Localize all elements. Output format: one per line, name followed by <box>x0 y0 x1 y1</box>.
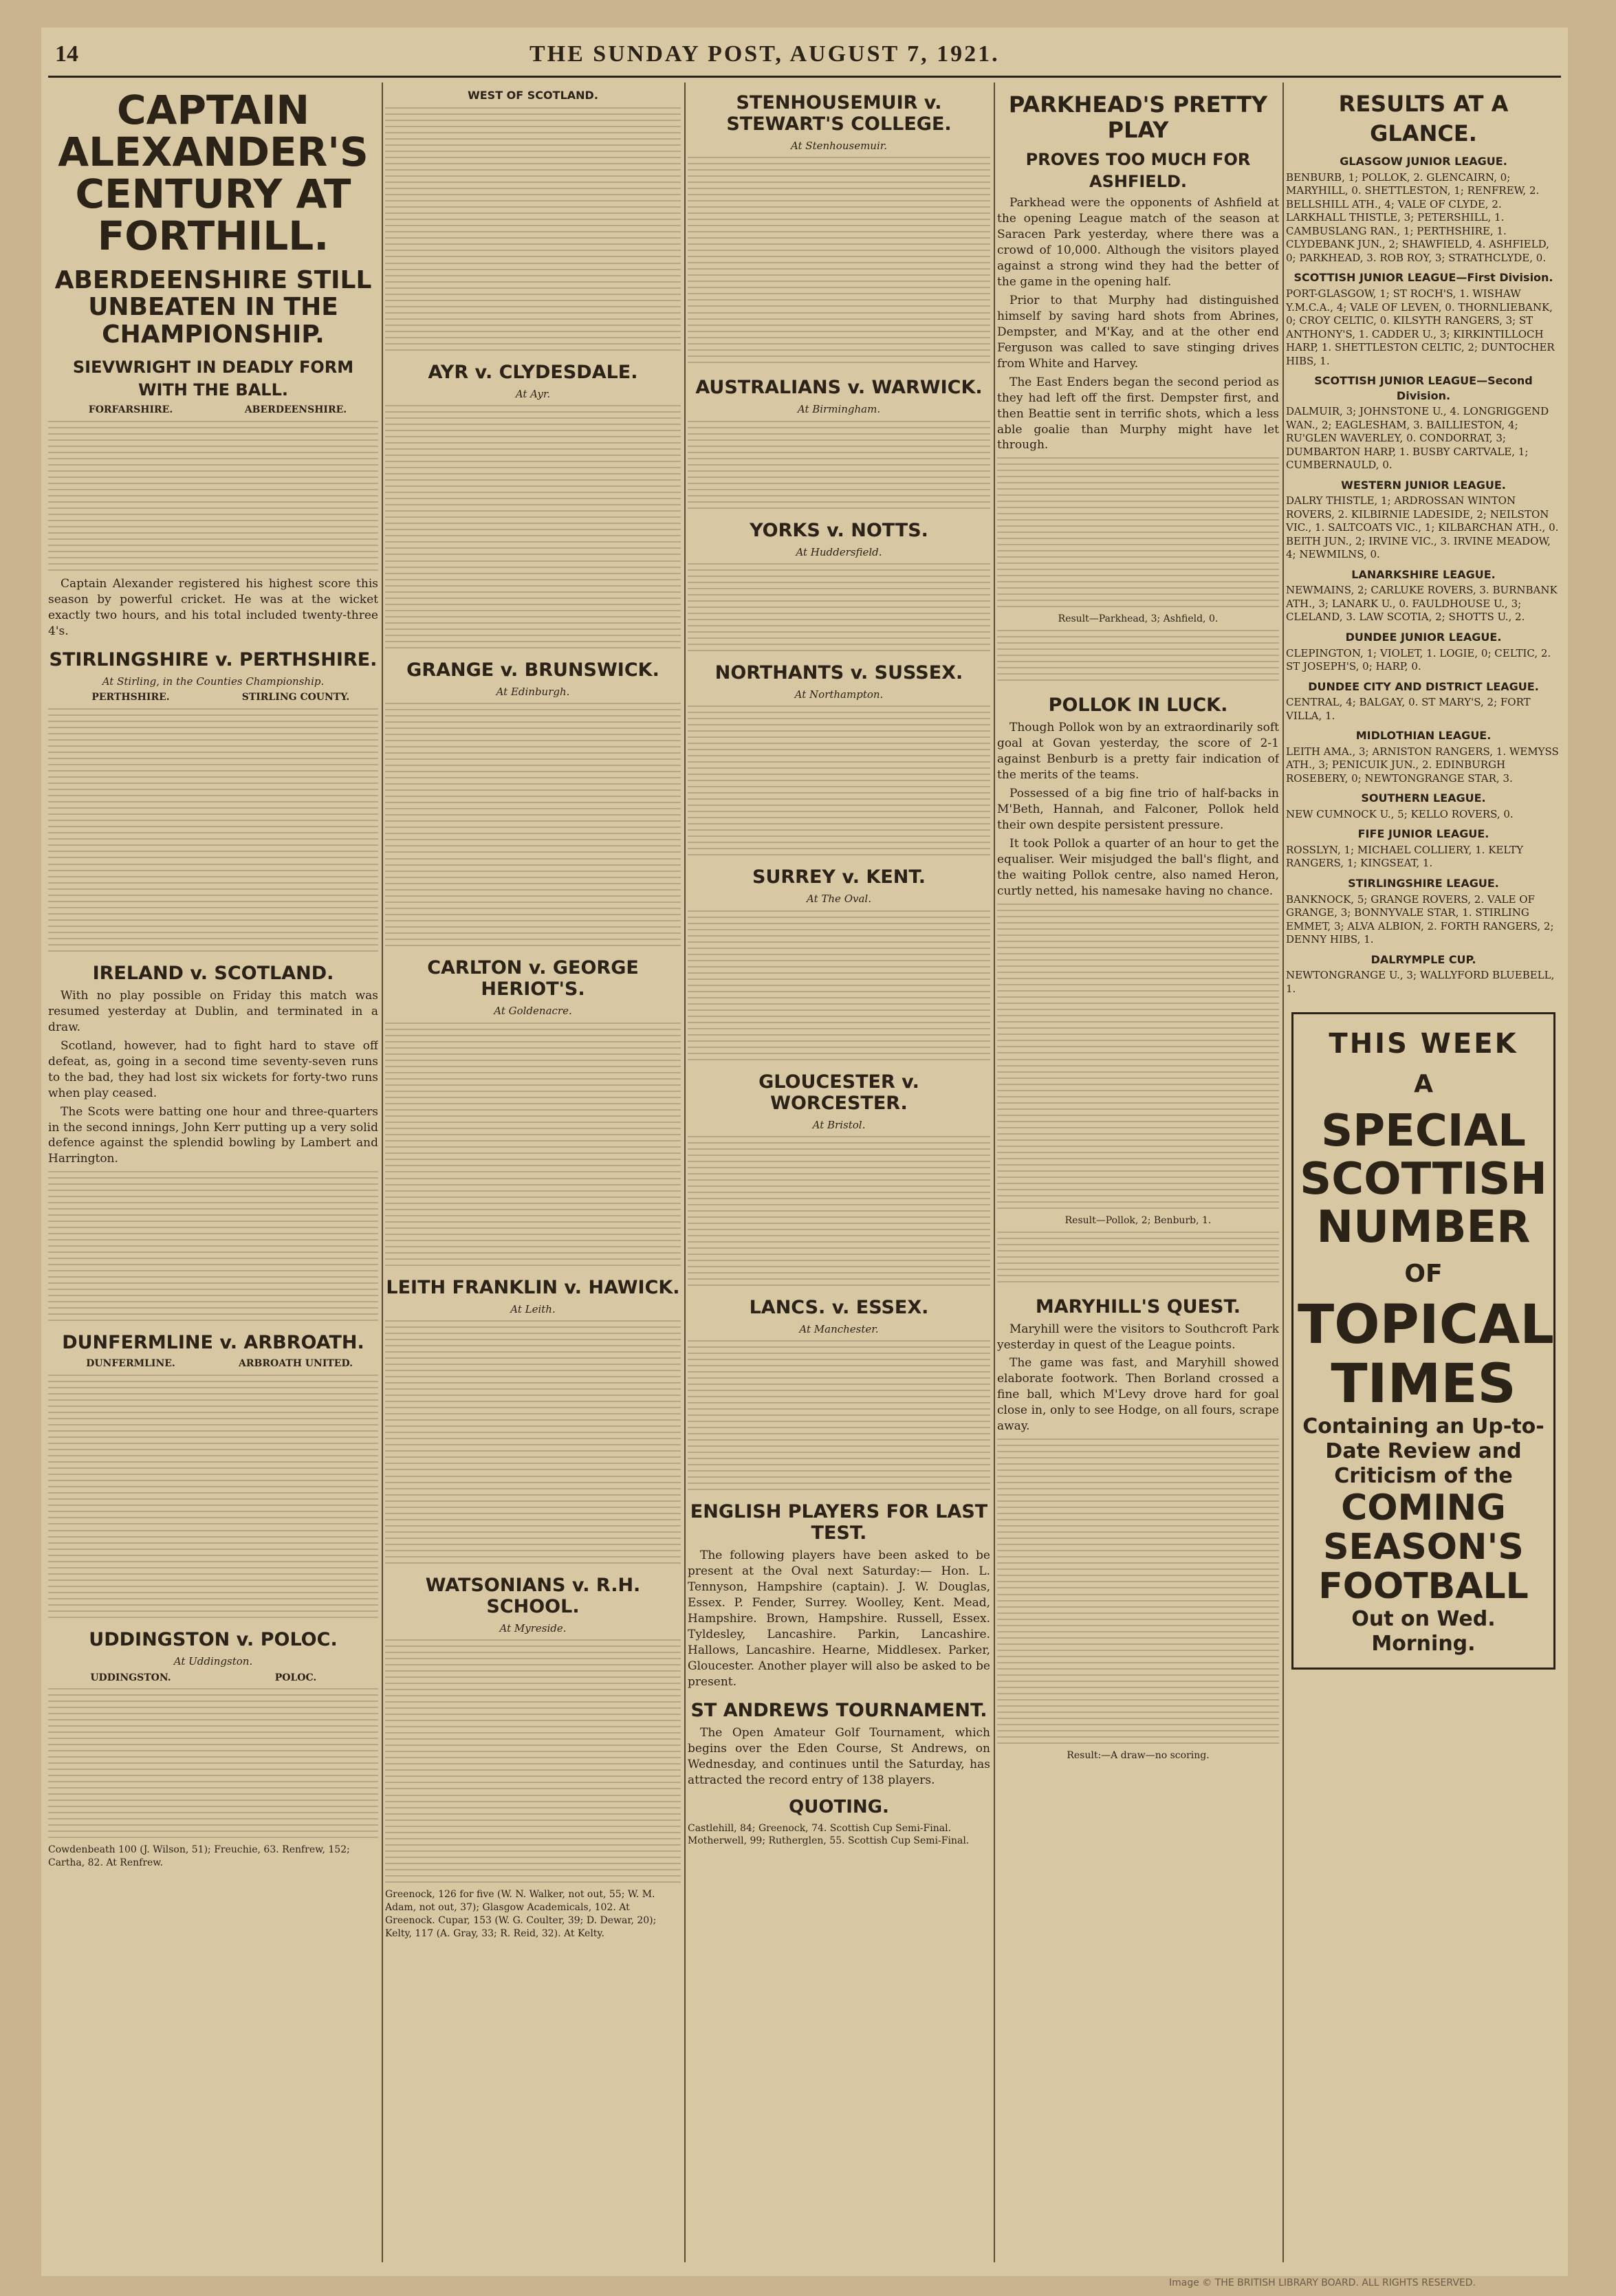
article-paragraph: Prior to that Murphy had distinguished himself by saving hard shots from Abrines, Dempster, and M'Kay, and at the other end Ferguson was called to save stinging drives from White and Harvey. <box>997 294 1279 371</box>
dateline: At Stirling, in the Counties Championship. <box>102 675 325 688</box>
scorecard-text <box>48 708 378 860</box>
kicker: SIEVWRIGHT IN DEADLY FORM WITH THE BALL. <box>72 358 354 400</box>
scorecard-text <box>48 1375 378 1526</box>
team-name: ABERDEENSHIRE. <box>244 404 347 416</box>
column-4 <box>997 83 1279 2262</box>
league-results: NEWMAINS, 2; CARLUKE ROVERS, 3. BURNBANK ATH., 3; LANARK U., 0. FAULDHOUSE U., 3; CLELAND, 3. LAW SCOTIA, 2; SHOTTS U., 2. <box>1286 584 1558 624</box>
section-heading: MARYHILL'S QUEST. <box>1035 1295 1241 1318</box>
dateline: At Edinburgh. <box>496 685 570 698</box>
scorecard-text <box>48 864 378 953</box>
section-heading: AUSTRALIANS v. WARWICK. <box>695 377 983 399</box>
section-label: WEST OF SCOTLAND. <box>468 89 598 102</box>
results-list <box>1286 154 1561 996</box>
team-name: UDDINGSTON. <box>90 1672 171 1683</box>
column-rule <box>684 83 686 2262</box>
article-paragraph: The East Enders began the second period as they had left off the first. Dempster first, and then Beattie sent in terrific shots, which a less able goalie than Murphy might have let through. <box>997 375 1279 452</box>
page-number: 14 <box>55 41 78 67</box>
column-1 <box>48 83 378 2262</box>
dateline: At Myreside. <box>499 1621 567 1634</box>
scorecard-text <box>385 1178 681 1267</box>
scorecard-text <box>688 1340 990 1491</box>
match-result: Result:—A draw—no scoring. <box>1067 1750 1210 1762</box>
article-subhead: PROVES TOO MUCH FOR ASHFIELD. <box>1025 149 1251 191</box>
scorecard-text <box>48 1530 378 1619</box>
main-headline: CAPTAIN ALEXANDER'S CENTURY AT FORTHILL. <box>58 87 369 259</box>
article-text <box>997 904 1279 1055</box>
dateline: At Ayr. <box>515 387 551 400</box>
team-headers <box>48 404 378 417</box>
match-result: Result—Pollok, 2; Benburb, 1. <box>1064 1214 1212 1226</box>
scorecard-text <box>48 1171 378 1322</box>
ad-line: TIMES <box>1331 1353 1516 1416</box>
article-text <box>997 1439 1279 1590</box>
scorecard-text <box>385 1476 681 1565</box>
section-heading: WATSONIANS v. R.H. SCHOOL. <box>425 1574 641 1617</box>
section-heading: IRELAND v. SCOTLAND. <box>92 962 334 984</box>
section-heading: STENHOUSEMUIR v. STEWART'S COLLEGE. <box>726 92 952 135</box>
league-results: DALMUIR, 3; JOHNSTONE U., 4. LONGRIGGEND WAN., 2; EAGLESHAM, 3. BAILLIESTON, 4; RU'GLEN WAVERLEY, 0. CONDORRAT, 3; DUMBARTON HARP, 1. BUSBY CARTVALE, 1; CUMBERNAULD, 0. <box>1286 405 1549 472</box>
masthead-title: THE SUNDAY POST, AUGUST 7, 1921. <box>529 41 1000 67</box>
section-heading: ST ANDREWS TOURNAMENT. <box>690 1699 987 1721</box>
scorecard-text <box>385 405 681 556</box>
results-footer: Greenock, 126 for five (W. N. Walker, not out, 55; W. M. Adam, not out, 37); Glasgow Academicals, 102. At Greenock. Cupar, 153 (W. G. Coulter, 39; D. Dewar, 20); Kelty, 117 (A. Gray, 33; R. Reid, 32). At Kelty. <box>385 1889 657 1939</box>
team-lineups <box>997 630 1279 685</box>
league-heading: DUNDEE CITY AND DISTRICT LEAGUE. <box>1308 679 1539 693</box>
league-heading: DALRYMPLE CUP. <box>1371 952 1476 966</box>
dateline: At Uddingston. <box>173 1655 253 1668</box>
league-heading: SOUTHERN LEAGUE. <box>1361 791 1486 805</box>
section-heading: ENGLISH PLAYERS FOR LAST TEST. <box>690 1501 988 1544</box>
scorecard-text <box>688 1136 990 1287</box>
dateline: At The Oval. <box>807 893 871 906</box>
dateline: At Manchester. <box>799 1322 879 1335</box>
article-paragraph: Parkhead were the opponents of Ashfield at the opening League match of the season at Saracen Park yesterday, where there was a crowd of 10,000. Although the visitors played against a strong wind they had the better of the game in the opening half. <box>997 196 1279 289</box>
ad-line: COMING SEASON'S FOOTBALL <box>1318 1487 1529 1608</box>
article-paragraph: Maryhill were the visitors to Southcroft Park yesterday in quest of the League points. <box>997 1322 1279 1352</box>
scorecard-text <box>688 421 990 510</box>
dateline: At Northampton. <box>794 688 884 701</box>
scorecard-text <box>385 107 681 259</box>
ad-line: TOPICAL <box>1298 1294 1555 1357</box>
article-paragraph: It took Pollok a quarter of an hour to get the equaliser. Weir misjudged the ball's flight, and the waiting Pollok centre, also named Heron, curtly netted, his namesake having no chance. <box>997 836 1279 898</box>
article-paragraph: The Scots were batting one hour and three-quarters in the second innings, John Kerr putting up a very solid defence against the splendid bowling by Lambert and Harrington. <box>48 1104 378 1166</box>
article-paragraph: Though Pollok won by an extraordinarily soft goal at Govan yesterday, the score of 2-1 against Benburb is a pretty fair indication of the merits of the teams. <box>997 721 1279 783</box>
league-heading: STIRLINGSHIRE LEAGUE. <box>1348 876 1499 890</box>
team-name: POLOC. <box>274 1672 317 1683</box>
scorecard-text <box>385 263 681 352</box>
scorecard-text <box>385 1023 681 1174</box>
dateline: At Leith. <box>510 1302 556 1315</box>
results-footer: Cowdenbeath 100 (J. Wilson, 51); Freuchie, 63. Renfrew, 152; Cartha, 82. At Renfrew. <box>48 1844 350 1869</box>
team-headers <box>48 691 378 704</box>
ad-line: NUMBER <box>1316 1202 1531 1254</box>
column-rule <box>994 83 995 2262</box>
section-heading: NORTHANTS v. SUSSEX. <box>714 662 963 684</box>
column-5 <box>1286 83 1561 2262</box>
section-heading: YORKS v. NOTTS. <box>750 519 928 541</box>
dateline: At Bristol. <box>812 1118 866 1131</box>
masthead <box>48 34 1561 78</box>
article-paragraph: The following players have been asked to be present at the Oval next Saturday:— Hon. L. Tennyson, Hampshire (captain). J. W. Douglas, Essex. P. Fender, Surrey. Woolley, Kent. Mead, Hampshire. Brown, Hampshire. Russell, Essex. Tyldesley, Lancashire. Parkin, Lancashire. Hallows, Lancashire. Hearne, Middlesex. Parker, Gloucester. Another player will also be asked to be present. <box>688 1549 990 1689</box>
team-name: DUNFERMLINE. <box>86 1358 175 1370</box>
article-text <box>997 457 1279 609</box>
section-heading: LANCS. v. ESSEX. <box>749 1296 929 1318</box>
section-heading: STIRLINGSHIRE v. PERTHSHIRE. <box>49 648 378 670</box>
league-heading: DUNDEE JUNIOR LEAGUE. <box>1345 630 1502 644</box>
scorecard-text <box>385 1639 681 1791</box>
copyright-credit: Image © THE BRITISH LIBRARY BOARD. ALL RIGHTS RESERVED. <box>1169 2277 1476 2288</box>
dateline: At Huddersfield. <box>796 545 882 558</box>
advertisement <box>1291 1012 1555 1670</box>
ad-line: A <box>1414 1070 1433 1099</box>
league-results: CENTRAL, 4; BALGAY, 0. ST MARY'S, 2; FORT VILLA, 1. <box>1286 696 1531 722</box>
column-rule <box>1282 83 1284 2262</box>
team-name: ARBROATH UNITED. <box>239 1358 353 1370</box>
ad-line: SPECIAL <box>1321 1105 1526 1157</box>
section-heading: DUNFERMLINE v. ARBROATH. <box>62 1332 364 1354</box>
match-result: Result—Parkhead, 3; Ashfield, 0. <box>1058 613 1219 625</box>
section-heading: GRANGE v. BRUNSWICK. <box>406 659 659 681</box>
article-paragraph: The game was fast, and Maryhill showed elaborate footwork. Then Borland crossed a fine ball, which M'Levy drove hard for goal close in, only to see Hodge, on all fours, scrape away. <box>997 1356 1279 1434</box>
section-heading: LEITH FRANKLIN v. HAWICK. <box>386 1276 680 1298</box>
section-heading: POLLOK IN LUCK. <box>1048 695 1228 717</box>
dateline: At Stenhousemuir. <box>790 140 888 153</box>
league-results: DALRY THISTLE, 1; ARDROSSAN WINTON ROVERS, 2. KILBIRNIE LADESIDE, 2; NEILSTON VIC., 1. SALTCOATS VIC., 1; KILBARCHAN ATH., 0. BEITH JUN., 2; IRVINE VIC., 3. IRVINE MEADOW, 4; NEWMILNS, 0. <box>1286 494 1559 561</box>
scorecard-text <box>688 706 990 857</box>
results-footer: Castlehill, 84; Greenock, 74. Scottish Cup Semi-Final. Motherwell, 99; Rutherglen, 55. Scottish Cup Semi-Final. <box>688 1822 970 1847</box>
column-3 <box>688 83 990 2262</box>
team-headers <box>48 1672 378 1685</box>
ad-line: Containing an Up-to-Date Review and Criticism of the <box>1302 1414 1544 1489</box>
scorecard-text <box>385 1320 681 1472</box>
article-paragraph: With no play possible on Friday this match was resumed yesterday at Dublin, and terminated in a draw. <box>48 989 378 1034</box>
league-heading: SCOTTISH JUNIOR LEAGUE—Second Division. <box>1314 374 1533 402</box>
league-results: PORT-GLASGOW, 1; ST ROCH'S, 1. WISHAW Y.M.C.A., 4; VALE OF LEVEN, 0. THORNLIEBANK, 0; CROY CELTIC, 0. KILSYTH RANGERS, 3; ST ANTHONY'S, 1. CADDER U., 3; KIRKINTILLOCH HARP, 1. SHETTLESTON CELTIC, 2; DUNTOCHER HIBS, 1. <box>1286 287 1555 367</box>
article-paragraph: Possessed of a big fine trio of half-backs in M'Beth, Hannah, and Falconer, Pollok held their own despite persistent pressure. <box>997 787 1279 832</box>
scorecard-text <box>688 312 990 367</box>
scorecard-text <box>385 1795 681 1884</box>
ad-line: OF <box>1404 1259 1443 1288</box>
league-heading: SCOTTISH JUNIOR LEAGUE—First Division. <box>1293 271 1553 285</box>
scorecard-text <box>385 703 681 854</box>
main-subhead: ABERDEENSHIRE STILL UNBEATEN IN THE CHAMPIONSHIP. <box>54 265 372 349</box>
team-name: FORFARSHIRE. <box>88 404 173 416</box>
section-heading: SURREY v. KENT. <box>752 866 926 888</box>
team-name: STIRLING COUNTY. <box>241 692 350 703</box>
team-name: PERTHSHIRE. <box>91 692 170 703</box>
team-lineups <box>997 1232 1279 1287</box>
scorecard-text <box>48 421 378 572</box>
scorecard-text <box>688 910 990 1062</box>
league-heading: MIDLOTHIAN LEAGUE. <box>1355 729 1492 743</box>
league-results: NEW CUMNOCK U., 5; KELLO ROVERS, 0. <box>1286 807 1514 820</box>
scorecard-text <box>688 157 990 308</box>
newspaper-page <box>41 28 1568 2276</box>
scorecard-text <box>385 858 681 948</box>
dateline: At Birmingham. <box>797 403 881 416</box>
section-heading: QUOTING. <box>789 1796 889 1817</box>
scorecard-text <box>385 560 681 650</box>
league-results: CLEPINGTON, 1; VIOLET, 1. LOGIE, 0; CELTIC, 2. ST JOSEPH'S, 0; HARP, 0. <box>1286 646 1551 673</box>
section-heading: UDDINGSTON v. POLOC. <box>89 1629 338 1651</box>
article-paragraph: Scotland, however, had to fight hard to stave off defeat, as, going in a second time seventy-seven runs to the bad, they had lost six wickets for forty-two runs when play ceased. <box>48 1038 378 1100</box>
column-rule <box>382 83 383 2262</box>
league-results: BENBURB, 1; POLLOK, 2. GLENCAIRN, 0; MARYHILL, 0. SHETTLESTON, 1; RENFREW, 2. BELLSHILL ATH., 4; VALE OF CLYDE, 2. LARKHALL THISTLE, 3; PETERSHILL, 1. CAMBUSLANG RAN., 1; PERTHSHIRE, 1. CLYDEBANK JUN., 2; SHAWFIELD, 4. ASHFIELD, 0; PARKHEAD, 3. ROB ROY, 3; STRATHCLYDE, 0. <box>1286 171 1549 264</box>
league-heading: FIFE JUNIOR LEAGUE. <box>1357 827 1489 841</box>
league-results: LEITH AMA., 3; ARNISTON RANGERS, 1. WEMYSS ATH., 3; PENICUIK JUN., 2. EDINBURGH ROSEBERY, 0; NEWTONGRANGE STAR, 3. <box>1286 745 1559 785</box>
scorecard-text <box>48 1688 378 1839</box>
results-title: RESULTS AT A GLANCE. <box>1338 91 1509 147</box>
article-headline: PARKHEAD'S PRETTY PLAY <box>1008 91 1268 143</box>
article-text <box>997 1059 1279 1210</box>
dateline: At Goldenacre. <box>494 1005 572 1018</box>
column-2 <box>385 83 681 2262</box>
league-results: BANKNOCK, 5; GRANGE ROVERS, 2. VALE OF GRANGE, 3; BONNYVALE STAR, 1. STIRLING EMMET, 3; ALVA ALBION, 2. FORTH RANGERS, 2; DENNY HIBS, 1. <box>1286 893 1554 945</box>
article-text <box>997 1594 1279 1745</box>
ad-line: SCOTTISH <box>1300 1154 1547 1205</box>
section-heading: AYR v. CLYDESDALE. <box>428 361 638 383</box>
league-heading: WESTERN JUNIOR LEAGUE. <box>1341 478 1506 492</box>
article-paragraph: The Open Amateur Golf Tournament, which begins over the Eden Course, St Andrews, on Wednesday, and continues until the Saturday, has attracted the record entry of 138 players. <box>688 1725 990 1787</box>
league-heading: LANARKSHIRE LEAGUE. <box>1351 567 1496 581</box>
section-heading: CARLTON v. GEORGE HERIOT'S. <box>427 957 639 1001</box>
league-results: NEWTONGRANGE U., 3; WALLYFORD BLUEBELL, 1. <box>1286 969 1555 995</box>
league-results: ROSSLYN, 1; MICHAEL COLLIERY, 1. KELTY RANGERS, 1; KINGSEAT, 1. <box>1286 843 1523 870</box>
scorecard-text <box>688 563 990 653</box>
section-heading: GLOUCESTER v. WORCESTER. <box>758 1071 919 1114</box>
ad-line: Out on Wed. Morning. <box>1351 1606 1496 1656</box>
team-headers <box>48 1357 378 1370</box>
ad-line: THIS WEEK <box>1329 1028 1518 1060</box>
league-heading: GLASGOW JUNIOR LEAGUE. <box>1340 155 1507 168</box>
article-paragraph: Captain Alexander registered his highest score this season by powerful cricket. He was at the wicket exactly two hours, and his total included twenty-three 4's. <box>48 577 378 638</box>
